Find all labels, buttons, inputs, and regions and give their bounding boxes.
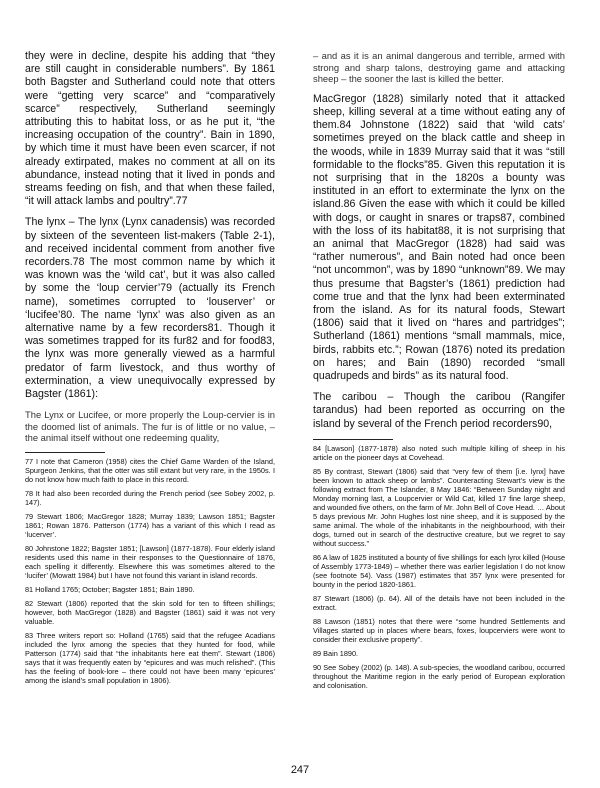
footnote: 77 I note that Cameron (1958) cites the Chief Game Warden of the Island, Spurgeon Jenkins, that the otter was still extant but very rare, in the 1950s. I do not know how much faith to place in this record. bbox=[25, 457, 275, 485]
footnote: 86 A law of 1825 instituted a bounty of five shillings for each lynx killed (House of Assembly 1773-1849) – whether there was earlier legislation I do not know (see footnote 54). Vass (1987) estimates that 357 lynx were presented for bounty in the period 1820-1861. bbox=[313, 552, 565, 589]
footnote: 88 Lawson (1851) notes that there were “some hundred Settlements and Villages started up in places where bears, foxes, loupcerviers were wont to consider their exclusive property”. bbox=[313, 616, 565, 644]
left-column bbox=[25, 50, 275, 690]
footnote: 85 By contrast, Stewart (1806) said that “very few of them [i.e. lynx] have been known to attack sheep or lambs”. Counteracting Stewart’s view is the following extract from The Islander, 8 May 1846: “Between Sunday night and Monday morning last, a Loupcervier or Wild Cat, killed 17 fine large sheep, and wounded five others, on the farm of Mr. John Bell of Cove Head. … About 5 days previous Mr. John Hughes lost nine sheep, and it is supposed by the same animal. The whole of the inhabitants in the neighbourhood, with their dogs, turned out in search of the destructive creature, but we regret to say without success.” bbox=[313, 466, 565, 548]
lynx-paragraph: The lynx – The lynx (Lynx canadensis) was recorded by sixteen of the seventeen list-makers (Table 2-1), and received incidental comment from another five recorders.78 The most common name by which it was known was the ‘wild cat’, but it was also called by some the ‘loup cervier’79 (actually its French name), sometimes corrupted to ‘louserver’ or ‘lucifee’80. The name ‘lynx’ was also given as an alternative name by a few recorders81. Though it was sometimes trapped for its fur82 and for food83, the lynx was more generally viewed as a harmful predator of farm livestock, and thus worthy of extermination, a view unequivocally expressed by Bagster (1861): bbox=[25, 216, 275, 401]
footnote-divider bbox=[313, 439, 393, 440]
right-column bbox=[313, 50, 565, 695]
footnotes-right bbox=[313, 444, 565, 690]
bagster-quote-continued: – and as it is an animal dangerous and terrible, armed with strong and sharp talons, destroying game and attacking sheep – the sooner the last is killed the better. bbox=[313, 50, 565, 85]
footnote: 84 [Lawson] (1877-1878) also noted such multiple killing of sheep in his article on the pioneer days at Covehead. bbox=[313, 443, 565, 462]
footnote: 81 Holland 1765; October; Bagster 1851; Bain 1890. bbox=[25, 585, 195, 595]
footnote: 89 Bain 1890. bbox=[313, 648, 359, 658]
footnote: 82 Stewart (1806) reported that the skin sold for ten to fifteen shillings; however, both MacGregor (1828) and Bagster (1861) said it was not very valuable. bbox=[25, 599, 275, 627]
footnote: 78 It had also been recorded during the French period (see Sobey 2002, p. 147). bbox=[25, 489, 275, 508]
bagster-quote: The Lynx or Lucifee, or more properly the Loup-cervier is in the doomed list of animals. The fur is of little or no value, – the animal itself without one redeeming quality, bbox=[25, 409, 275, 444]
footnote-divider bbox=[25, 452, 105, 453]
footnote: 87 Stewart (1806) (p. 64). All of the details have not been included in the extract. bbox=[313, 593, 565, 612]
footnote: 80 Johnstone 1822; Bagster 1851; [Lawson] (1877-1878). Four elderly island residents used this name in their responses to the Questionnaire of 1876, each spelling it differently. Elsewhere this was sometimes altered to the ‘lucifer’ (Mowatt 1984) but I have not found this variant in island records. bbox=[25, 544, 275, 581]
otter-paragraph: they were in decline, despite his adding that “they are still caught in considerable numbers”. By 1861 both Bagster and Sutherland could note that otters were “getting very scarce” and “comparatively scarce” respectively, Sutherland seemingly attributing this to habitat loss, or as he put it, “the increasing occupation of the country”. Bain in 1890, by which time it must have been even scarcer, if not already extirpated, makes no comment at all on its abundance, instead noting that it lived in ponds and streams feeding on fish, and that when these failed, “it will attack lambs and poultry”.77 bbox=[25, 50, 275, 208]
footnotes-left bbox=[25, 457, 275, 685]
footnote: 79 Stewart 1806; MacGregor 1828; Murray 1839; Lawson 1851; Bagster 1861; Rowan 1876. Patterson (1774) has a variant of this which I read as ‘lucerver’. bbox=[25, 512, 275, 540]
page-number: 247 bbox=[290, 764, 310, 776]
caribou-paragraph: The caribou – Though the caribou (Rangifer tarandus) had been reported as occurring on the island by several of the French period recorders90, bbox=[313, 391, 565, 430]
footnote: 90 See Sobey (2002) (p. 148). A sub-species, the woodland caribou, occurred throughout the Maritime region in the early period of European exploration and colonisation. bbox=[313, 662, 565, 690]
lynx-paragraph-continued: MacGregor (1828) similarly noted that it attacked sheep, killing several at a time without eating any of them.84 Johnstone (1822) said that ‘wild cats’ sometimes preyed on the black cattle and sheep in the woods, while in 1839 Murray said that it was “still formidable to the flocks”85. Given this reputation it is not surprising that in the 1820s a bounty was instituted in an effort to exterminate the lynx on the island.86 Given the ease with which it could be killed with dogs, or caught in snares or traps87, combined with the loss of its habitat88, it is not surprising that an animal that MacGregor (1828) had said was “rather numerous”, and Bain noted had once been “not uncommon”, was by 1890 “unknown”89. We may thus presume that Bagster’s (1861) prediction had come true and that the lynx had been exterminated from the island. As for its natural foods, Stewart (1806) said that it lived on “hares and partridges”; Sutherland (1861) mentions “small mammals, mice, birds, rabbits etc.”; Rowan (1876) noted its predation on hares; and Bain (1890) recorded “small quadrupeds and birds” as its natural food. bbox=[313, 92, 565, 383]
footnote: 83 Three writers report so: Holland (1765) said that the refugee Acadians included the lynx among the species that they hunted for food, while Patterson (1774) said that “the inhabitants here eat them”. Stewart (1806) says that it was frequently eaten by “epicures and was much relished”. (This has the feeling of book-lore – there could not have been many ‘epicures’ among the island’s small population in 1806). bbox=[25, 631, 275, 686]
